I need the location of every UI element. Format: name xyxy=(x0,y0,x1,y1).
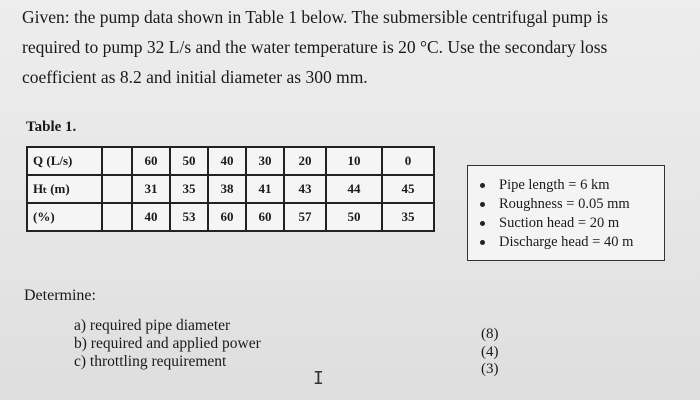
table-cell: 41 xyxy=(246,175,284,203)
table-gap-cell xyxy=(102,147,132,175)
table-cell: 40 xyxy=(132,203,170,231)
statement-line-2: required to pump 32 L/s and the water temperature is 20 °C. Use the secondary loss xyxy=(22,37,608,57)
list-item xyxy=(480,176,664,195)
table-gap-cell xyxy=(102,175,132,203)
table-cell: 20 xyxy=(284,147,326,175)
table-title: Table 1. xyxy=(26,119,77,135)
table-cell: 60 xyxy=(246,203,284,231)
table-cell: 60 xyxy=(208,203,246,231)
determine-heading: Determine: xyxy=(24,287,96,304)
table-row-efficiency xyxy=(27,203,434,231)
pump-data-table xyxy=(26,146,435,232)
statement-line-1: Given: the pump data shown in Table 1 below. The submersible centrifugal pump is xyxy=(22,7,609,27)
table-cell: 10 xyxy=(326,147,382,175)
list-item xyxy=(480,195,664,214)
text-cursor-icon: I xyxy=(313,368,324,389)
problem-statement xyxy=(22,2,682,92)
param-roughness: Roughness = 0.05 mm xyxy=(499,196,630,212)
list-item xyxy=(480,233,664,252)
table-cell: 50 xyxy=(170,147,208,175)
table-row-flow xyxy=(27,147,434,175)
param-pipe-length: Pipe length = 6 km xyxy=(499,177,610,193)
table-cell: 60 xyxy=(132,147,170,175)
task-item: c) throttling requirement xyxy=(74,353,227,370)
row-label-head: Hₜ (m) xyxy=(27,175,102,203)
bullet-icon xyxy=(480,202,485,207)
table-cell: 57 xyxy=(284,203,326,231)
bullet-icon xyxy=(480,221,485,226)
table-cell: 53 xyxy=(170,203,208,231)
table-cell: 0 xyxy=(382,147,434,175)
param-discharge-head: Discharge head = 40 m xyxy=(499,234,634,250)
table-cell: 38 xyxy=(208,175,246,203)
table-row-head xyxy=(27,175,434,203)
table-cell: 44 xyxy=(326,175,382,203)
table-cell: 45 xyxy=(382,175,434,203)
table-cell: 43 xyxy=(284,175,326,203)
task-list xyxy=(74,317,261,371)
statement-line-3: coefficient as 8.2 and initial diameter as 300 mm. xyxy=(22,67,368,87)
given-parameters-box xyxy=(467,165,665,261)
bullet-icon xyxy=(480,240,485,245)
table-cell: 40 xyxy=(208,147,246,175)
table-cell: 30 xyxy=(246,147,284,175)
table-cell: 50 xyxy=(326,203,382,231)
table-cell: 31 xyxy=(132,175,170,203)
task-marks: (3) xyxy=(481,361,499,377)
task-item: a) required pipe diameter xyxy=(74,317,231,334)
table-gap-cell xyxy=(102,203,132,231)
list-item xyxy=(480,214,664,233)
table-cell: 35 xyxy=(170,175,208,203)
table-cell: 35 xyxy=(382,203,434,231)
marks-column xyxy=(481,326,499,379)
task-marks: (4) xyxy=(481,343,499,360)
param-suction-head: Suction head = 20 m xyxy=(499,215,620,231)
task-item: b) required and applied power xyxy=(74,335,261,352)
row-label-flow: Q (L/s) xyxy=(27,147,102,175)
row-label-efficiency: (%) xyxy=(27,203,102,231)
task-marks: (8) xyxy=(481,326,499,342)
bullet-icon xyxy=(480,183,485,188)
